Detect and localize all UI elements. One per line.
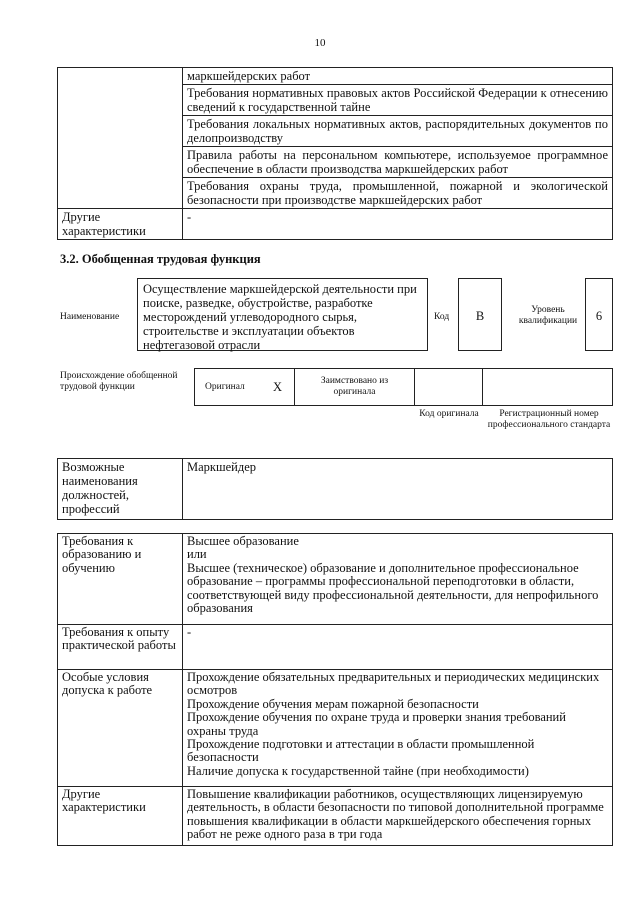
positions-table [57, 458, 613, 520]
text-line: Прохождение обязательных предварительных и периодических медицинских осмотров [187, 670, 600, 698]
function-name-value: Осуществление маркшейдерской деятельности при поиске, разведке, обустройстве, разработке месторождений углеводородного сырья, строительстве и эксплуатации объектов нефтегазовой отрасли [143, 282, 417, 352]
origin-label: Происхождение обобщенной трудовой функции [60, 371, 178, 392]
education-cell [183, 534, 613, 625]
requirements-table [57, 533, 613, 846]
table-cell: Правила работы на персональном компьютере, используемое программное обеспечение в области производства маркшейдерских работ [183, 147, 613, 178]
text-line: Прохождение обучения мерам пожарной безопасности [187, 696, 479, 711]
name-label: Наименование [60, 312, 120, 322]
admission-cell [183, 670, 613, 787]
positions-value: Маркшейдер [183, 459, 613, 520]
original-label: Оригинал [205, 382, 245, 392]
code-caption: Код оригинала [419, 409, 479, 419]
row-label-other-characteristics: Другие характеристики [58, 787, 183, 846]
positions-label: Возможные наименования должностей, профессий [58, 459, 183, 520]
code-value: B [475, 309, 485, 323]
row-label-experience: Требования к опыту практической работы [58, 625, 183, 670]
text-line: Высшее (техническое) образование и дополнительное профессиональное образование – программы профессиональной переподготовки в области, соответствующей виду профессиональной деятельности, для непрофильного образования [187, 560, 599, 616]
row-label-other: Другие характеристики [58, 209, 183, 240]
text-line: Прохождение подготовки и аттестации в области промышленной безопасности [187, 737, 535, 765]
table-cell: Требования локальных нормативных актов, распорядительных документов по делопроизводству [183, 116, 613, 147]
table-cell: Требования нормативных правовых актов Российской Федерации к отнесению сведений к государственной тайне [183, 85, 613, 116]
text-line: или [187, 547, 207, 562]
code-box [458, 278, 502, 351]
original-box [194, 368, 295, 406]
table-cell-empty [58, 68, 183, 209]
reg-number-box [482, 368, 613, 406]
code-label: Код [434, 312, 450, 322]
text-line: Повышение квалификации работников, осуществляющих лицензируемую деятельность, в области безопасности по типовой дополнительной программе повышения квалификации в области маркшейдерского обеспечения горных работ не реже одного раза в три года [187, 787, 604, 842]
knowledge-table [57, 67, 613, 240]
origin-code-box [414, 368, 483, 406]
row-label-admission: Особые условия допуска к работе [58, 670, 183, 787]
text-line: Наличие допуска к государственной тайне (при необходимости) [187, 763, 529, 778]
level-value: 6 [595, 309, 603, 323]
other-cell [183, 787, 613, 846]
borrowed-box [294, 368, 415, 406]
text-line: Высшее образование [187, 534, 299, 548]
table-cell: маркшейдерских работ [183, 68, 613, 85]
function-name-box [137, 278, 428, 351]
experience-cell [183, 625, 613, 670]
table-cell: - [183, 209, 613, 240]
text-line: Прохождение обучения по охране труда и проверки знания требований охраны труда [187, 710, 566, 738]
table-cell: Требования охраны труда, промышленной, пожарной и экологической безопасности при производстве маркшейдерских работ [183, 178, 613, 209]
text-line: - [187, 625, 192, 639]
row-label-education: Требования к образованию и обучению [58, 534, 183, 625]
borrowed-label: Заимствовано из оригинала [320, 376, 389, 397]
reg-caption: Регистрационный номер профессионального стандарта [487, 409, 611, 430]
level-label: Уровень квалификации [518, 305, 578, 326]
level-box [585, 278, 613, 351]
original-mark: X [273, 380, 283, 394]
page-number: 10 [314, 37, 326, 49]
section-title: 3.2. Обобщенная трудовая функция [60, 252, 261, 266]
